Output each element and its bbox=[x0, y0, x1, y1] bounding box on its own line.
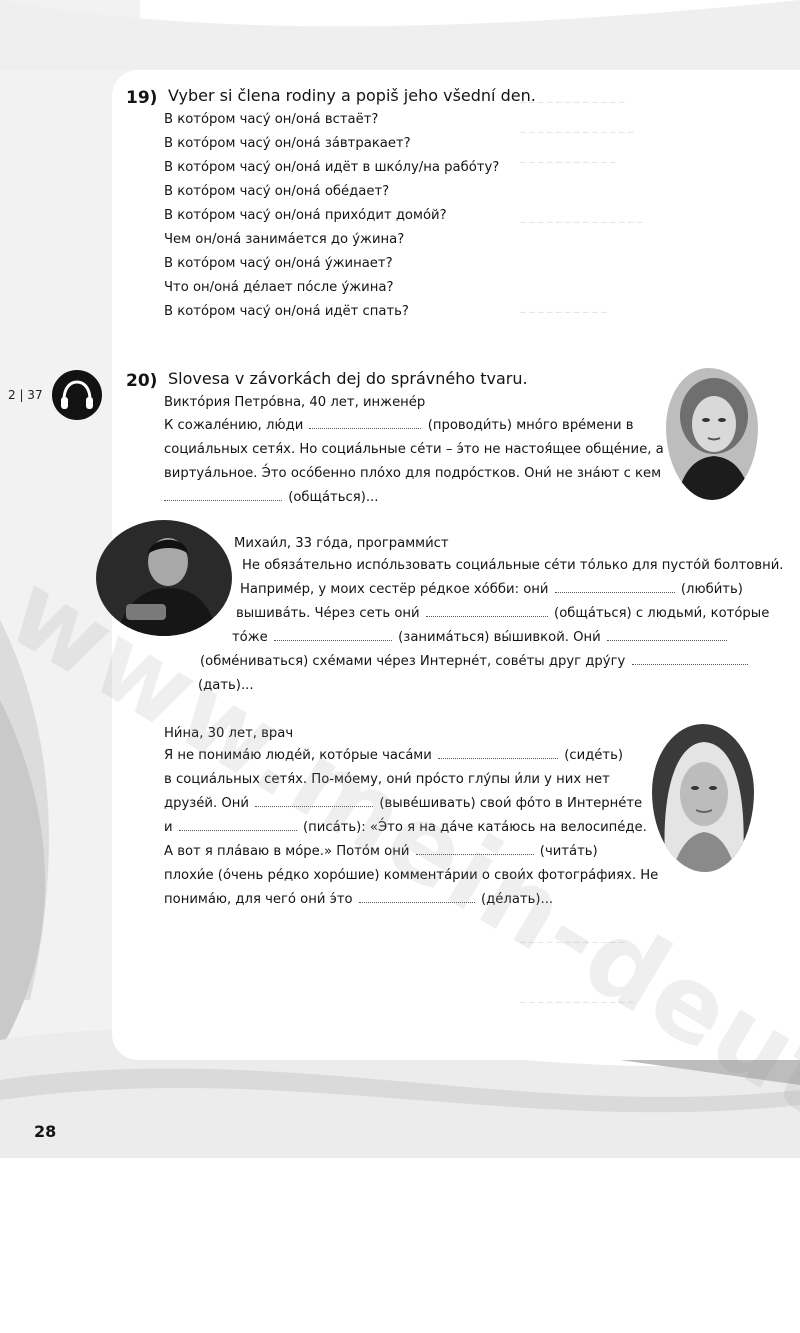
speaker-3-line-4: и (писáть): «Э́то я на дáче катáюсь на велосипéде. bbox=[164, 815, 647, 841]
question-item: В котóром часý он/онá зáвтракает? bbox=[164, 136, 411, 151]
speaker-3-line-7: понимáю, для чегó они́ э́то (дéлать)... bbox=[164, 887, 553, 913]
speaker-3-line-2: в социáльных сетя́х. По-мóему, они́ прóсто глýпы и́ли у них нет bbox=[164, 772, 610, 787]
answer-blank[interactable] bbox=[274, 626, 392, 641]
speaker-2-line-6: (дать)... bbox=[198, 678, 254, 693]
answer-blank[interactable] bbox=[164, 486, 282, 501]
exercise-20-number: 20) bbox=[126, 371, 158, 391]
speaker-1-line-4: (общáться)... bbox=[164, 485, 378, 511]
answer-blank[interactable] bbox=[555, 578, 675, 593]
question-item: Что он/онá дéлает пóсле ýжина? bbox=[164, 280, 394, 295]
speaker-2-line-5: (обмéниваться) схéмами чéрез Интернéт, совéты друг дрýгу bbox=[200, 649, 750, 675]
speaker-3-name: Ни́на, 30 лет, врач bbox=[164, 726, 294, 741]
answer-blank[interactable] bbox=[632, 650, 748, 665]
speaker-2-line-3: вышивáть. Чéрез сеть они́ (общáться) с людьми́, котóрые bbox=[236, 601, 769, 627]
speaker-3-line-3: друзéй. Они́ (вывéшивать) свои́ фóто в Интернéте bbox=[164, 791, 642, 817]
question-item: В котóром часý он/онá ýжинает? bbox=[164, 256, 393, 271]
question-item: В котóром часý он/онá встаёт? bbox=[164, 112, 379, 127]
speaker-3-line-6: плохи́е (óчень рéдко хорóшие) комментáрии о свои́х фотогрáфиях. Не bbox=[164, 868, 659, 883]
answer-blank[interactable] bbox=[438, 744, 558, 759]
question-item: Чем он/онá занимáется до ýжина? bbox=[164, 232, 405, 247]
speaker-1-name: Виктóрия Петрóвна, 40 лет, инженéр bbox=[164, 395, 426, 410]
exercise-19-number: 19) bbox=[126, 88, 158, 108]
speaker-1-line-1: К сожалéнию, лю́ди (проводи́ть) мнóго врéмени в bbox=[164, 413, 634, 439]
speaker-2-line-1: Не обязáтельно испóльзовать социáльные сéти тóлько для пустóй болтовни́. bbox=[242, 558, 784, 573]
speaker-2-line-2: Напримéр, у моих сестёр рéдкое хóбби: они́ (люби́ть) bbox=[240, 577, 743, 603]
answer-blank[interactable] bbox=[309, 414, 421, 429]
speaker-2-name: Михаи́л, 33 гóда, программи́ст bbox=[234, 536, 449, 551]
question-item: В котóром часý он/онá идёт спать? bbox=[164, 304, 409, 319]
speaker-1-line-2: социáльных сетя́х. Но социáльные сéти – э́то не настоя́щее общéние, а bbox=[164, 442, 664, 457]
audio-track-number: 2 | 37 bbox=[8, 388, 43, 402]
speaker-1-line-3: виртуáльное. Э́то осóбенно плóхо для подрóстков. Они́ не знáют с кем bbox=[164, 466, 662, 481]
speaker-3-line-5: А вот я плáваю в мóре.» Потóм они́ (читáть) bbox=[164, 839, 598, 865]
answer-blank[interactable] bbox=[426, 602, 548, 617]
question-item: В котóром часý он/онá обéдает? bbox=[164, 184, 390, 199]
answer-blank[interactable] bbox=[607, 626, 727, 641]
question-item: В котóром часý он/онá прихóдит домóй? bbox=[164, 208, 447, 223]
question-item: В котóром часý он/онá идёт в шкóлу/на рабóту? bbox=[164, 160, 500, 175]
page-number: 28 bbox=[34, 1122, 57, 1141]
exercise-19-title: Vyber si člena rodiny a popiš jeho všední den. bbox=[168, 86, 536, 105]
speaker-2-line-4: тóже (занимáться) вы́шивкой. Они́ bbox=[232, 625, 729, 651]
headphones-icon bbox=[52, 370, 102, 420]
exercise-20-title: Slovesa v závorkách dej do správného tvaru. bbox=[168, 369, 528, 388]
speaker-3-line-1: Я не понимáю людéй, котóрые часáми (сидéть) bbox=[164, 743, 623, 769]
